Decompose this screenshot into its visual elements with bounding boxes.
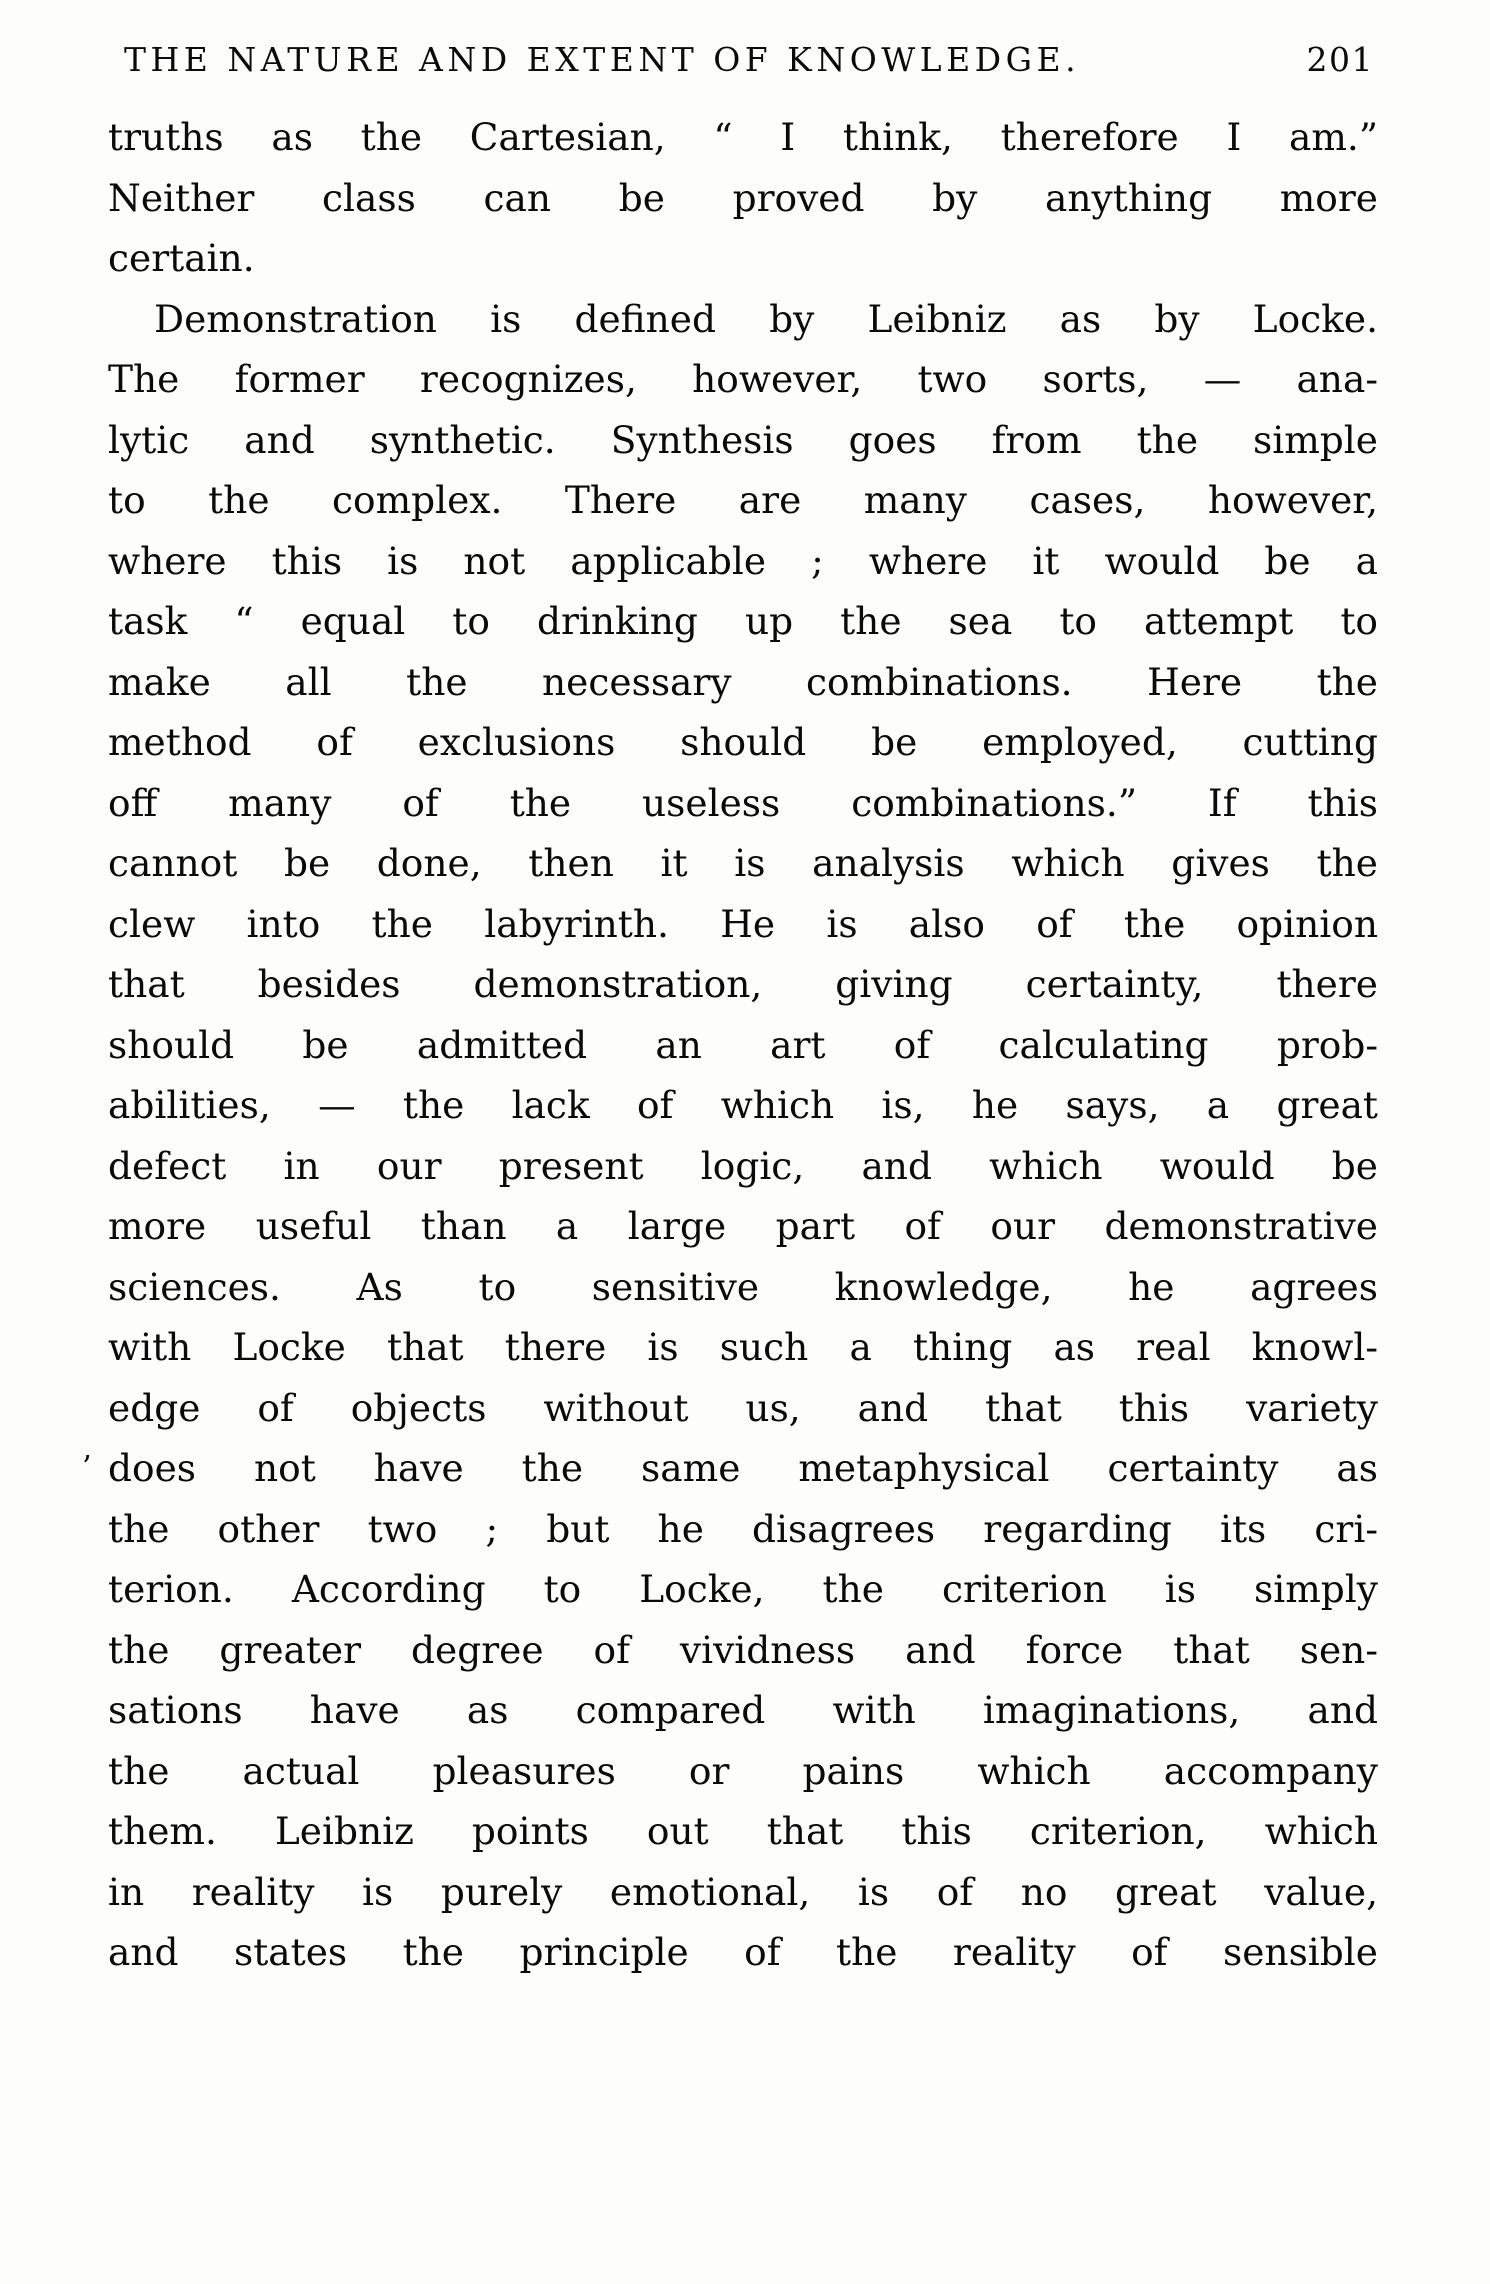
text-line: Neither class can be proved by anything more <box>108 175 1378 220</box>
text-line: ’ does not have the same metaphysical certainty as <box>108 1438 1378 1499</box>
text-line: and states the principle of the reality of sensible <box>108 1930 1378 1974</box>
text-line: terion. According to Locke, the criterion is simply <box>108 1567 1378 1611</box>
text-line: more useful than a large part of our demonstrative <box>108 1204 1378 1248</box>
text-line: lytic and synthetic. Synthesis goes from the simple <box>108 417 1378 462</box>
text-line: cannot be done, then it is analysis which gives the <box>108 841 1378 885</box>
margin-mark: ’ <box>82 1450 92 1485</box>
text-line: make all the necessary combinations. Here the <box>108 659 1378 704</box>
text-line: off many of the useless combinations.” If this <box>108 780 1378 825</box>
page-number: 201 <box>1306 40 1374 79</box>
text-line: edge of objects without us, and that this variety <box>108 1385 1378 1430</box>
text-line: sations have as compared with imaginations, and <box>108 1688 1378 1732</box>
text-line: the other two ; but he disagrees regarding its cri- <box>108 1506 1378 1551</box>
text-line: method of exclusions should be employed, cutting <box>108 720 1378 764</box>
text-line: them. Leibniz points out that this criterion, which <box>108 1809 1378 1853</box>
text-line: task “ equal to drinking up the sea to attempt to <box>108 599 1378 643</box>
text-line: abilities, — the lack of which is, he says, a great <box>108 1083 1378 1127</box>
text-line: clew into the labyrinth. He is also of the opinion <box>108 901 1378 946</box>
running-header <box>108 36 1378 93</box>
text-line: to the complex. There are many cases, however, <box>108 478 1378 522</box>
text-line: certain. <box>108 236 255 280</box>
text-line: with Locke that there is such a thing as real knowl- <box>108 1325 1378 1369</box>
text-line: in reality is purely emotional, is of no great value, <box>108 1869 1378 1914</box>
running-header-title: THE NATURE AND EXTENT OF KNOWLEDGE. <box>124 40 1081 79</box>
text-line: should be admitted an art of calculating prob- <box>108 1022 1378 1067</box>
text-line: where this is not applicable ; where it would be a <box>108 538 1378 583</box>
text-line: Demonstration is defined by Leibniz as by Locke. <box>154 296 1378 341</box>
text-line: sciences. As to sensitive knowledge, he agrees <box>108 1264 1378 1309</box>
text-line: the actual pleasures or pains which accompany <box>108 1748 1378 1793</box>
text-line: truths as the Cartesian, “ I think, therefore I am.” <box>108 115 1378 159</box>
text-line: the greater degree of vividness and force that sen- <box>108 1627 1378 1672</box>
text-line: defect in our present logic, and which would be <box>108 1143 1378 1188</box>
page-body <box>82 107 1378 1983</box>
text-line: that besides demonstration, giving certainty, there <box>108 962 1378 1006</box>
text-line: The former recognizes, however, two sorts, — ana- <box>108 357 1378 401</box>
